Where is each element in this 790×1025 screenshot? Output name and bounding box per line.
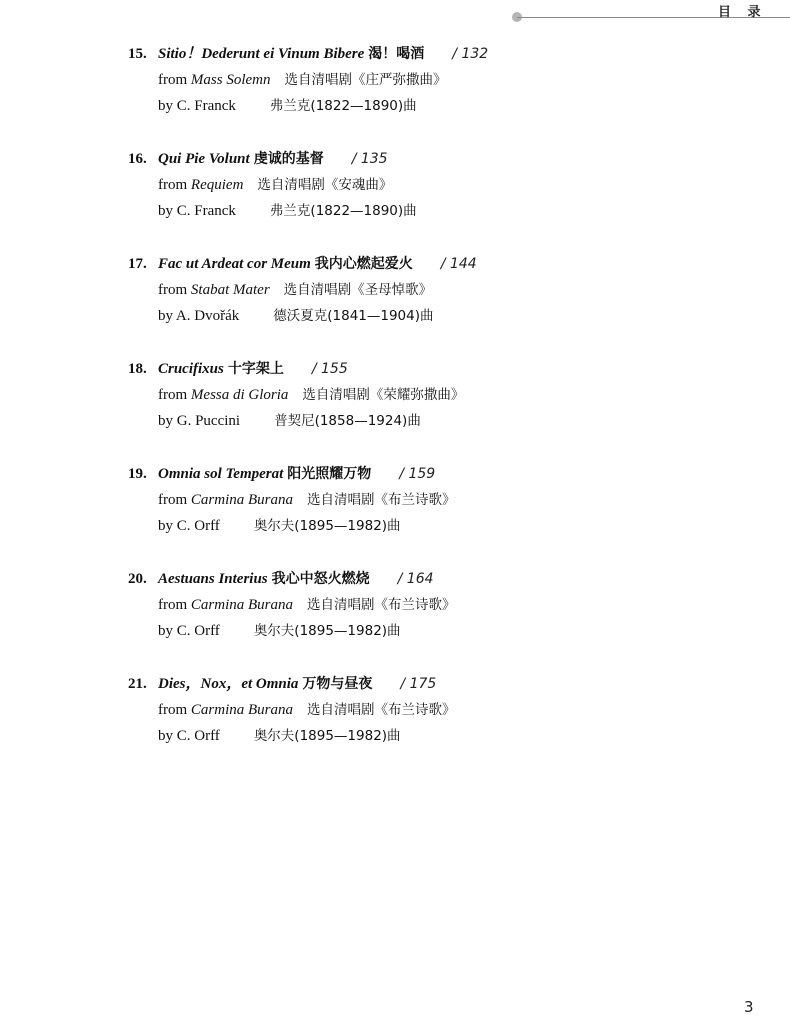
entry-chinese-title: 十字架上 — [227, 361, 284, 377]
composer-chinese: 奥尔夫(1895—1982)曲 — [253, 518, 401, 534]
entry-page-ref: / 132 — [452, 46, 489, 62]
source-work: Carmina Burana — [190, 492, 294, 508]
composer-chinese: 奥尔夫(1895—1982)曲 — [253, 728, 401, 744]
entry-latin-title: Omnia sol Temperat — [158, 466, 284, 482]
entry-page-ref: / 155 — [311, 361, 348, 377]
composer-chinese: 德沃夏克(1841—1904)曲 — [273, 308, 434, 324]
from-prefix: from — [158, 72, 188, 88]
entry-composer-line — [128, 96, 748, 122]
entry-title-line[interactable] — [128, 149, 748, 175]
entry-chinese-title: 我心中怒火燃烧 — [271, 571, 370, 587]
entry-latin-title: Dies，Nox，et Omnia — [158, 676, 299, 692]
composer: by C. Franck — [158, 203, 236, 219]
entry-composer-line — [128, 726, 748, 752]
entry-chinese-title: 阳光照耀万物 — [287, 466, 372, 482]
composer-chinese: 弗兰克(1822—1890)曲 — [269, 203, 417, 219]
entry-title-line[interactable] — [128, 44, 748, 70]
entry-title-line[interactable] — [128, 464, 748, 490]
from-prefix: from — [158, 702, 188, 718]
composer: by C. Orff — [158, 518, 220, 534]
entry-latin-title: Fac ut Ardeat cor Meum — [158, 256, 311, 272]
entry-title-line[interactable] — [128, 254, 748, 280]
entry-composer-line — [128, 411, 748, 437]
entry-source-line — [128, 595, 748, 621]
entry-title-line[interactable] — [128, 674, 748, 700]
entry-page-ref: / 135 — [351, 151, 388, 167]
from-prefix: from — [158, 177, 188, 193]
entry-latin-title: Qui Pie Volunt — [158, 151, 250, 167]
entry-latin-title: Aestuans Interius — [158, 571, 268, 587]
source-work-chinese: 选自清唱剧《布兰诗歌》 — [307, 702, 456, 718]
from-prefix: from — [158, 492, 188, 508]
toc-entry-19 — [128, 464, 748, 569]
entry-chinese-title: 渴！喝酒 — [368, 46, 425, 62]
entry-number: 19. — [128, 466, 147, 482]
source-work: Mass Solemn — [190, 72, 271, 88]
source-work-chinese: 选自清唱剧《布兰诗歌》 — [307, 597, 456, 613]
entry-page-ref: / 159 — [399, 466, 436, 482]
toc-entry-18 — [128, 359, 748, 464]
source-work: Carmina Burana — [190, 597, 294, 613]
entry-latin-title: Sitio！Dederunt ei Vinum Bibere — [158, 46, 365, 62]
running-header-title: 目 录 — [718, 5, 767, 20]
toc-entry-15 — [128, 44, 748, 149]
entry-source-line — [128, 280, 748, 306]
entry-title-line[interactable] — [128, 359, 748, 385]
from-prefix: from — [158, 282, 188, 298]
entry-source-line — [128, 70, 748, 96]
source-work-chinese: 选自清唱剧《庄严弥撒曲》 — [284, 72, 447, 88]
entry-number: 20. — [128, 571, 147, 587]
entry-chinese-title: 我内心燃起爱火 — [314, 256, 413, 272]
entry-source-line — [128, 175, 748, 201]
composer: by C. Orff — [158, 728, 220, 744]
entry-chinese-title: 虔诚的基督 — [253, 151, 324, 167]
entry-page-ref: / 144 — [440, 256, 477, 272]
entry-number: 16. — [128, 151, 147, 167]
toc-entry-16 — [128, 149, 748, 254]
entry-source-line — [128, 490, 748, 516]
composer: by G. Puccini — [158, 413, 241, 429]
entry-title-line[interactable] — [128, 569, 748, 595]
toc-entry-20 — [128, 569, 748, 674]
entry-composer-line — [128, 201, 748, 227]
entry-number: 17. — [128, 256, 147, 272]
source-work-chinese: 选自清唱剧《荣耀弥撒曲》 — [302, 387, 465, 403]
toc-entry-17 — [128, 254, 748, 359]
entry-chinese-title: 万物与昼夜 — [302, 676, 373, 692]
composer: by C. Franck — [158, 98, 236, 114]
source-work-chinese: 选自清唱剧《安魂曲》 — [257, 177, 393, 193]
entry-number: 15. — [128, 46, 147, 62]
source-work: Messa di Gloria — [190, 387, 289, 403]
entry-composer-line — [128, 306, 748, 332]
page-number: 3 — [744, 998, 754, 1016]
entry-source-line — [128, 700, 748, 726]
entry-latin-title: Crucifixus — [158, 361, 224, 377]
composer: by A. Dvořák — [158, 308, 240, 324]
entry-page-ref: / 175 — [400, 676, 437, 692]
composer: by C. Orff — [158, 623, 220, 639]
entry-source-line — [128, 385, 748, 411]
entry-number: 18. — [128, 361, 147, 377]
composer-chinese: 弗兰克(1822—1890)曲 — [269, 98, 417, 114]
entry-composer-line — [128, 516, 748, 542]
from-prefix: from — [158, 387, 188, 403]
entry-page-ref: / 164 — [397, 571, 434, 587]
composer-chinese: 奥尔夫(1895—1982)曲 — [253, 623, 401, 639]
toc-entry-21 — [128, 674, 748, 779]
entry-composer-line — [128, 621, 748, 647]
source-work: Stabat Mater — [190, 282, 270, 298]
source-work: Carmina Burana — [190, 702, 294, 718]
composer-chinese: 普契尼(1858—1924)曲 — [274, 413, 421, 429]
entry-number: 21. — [128, 676, 147, 692]
source-work-chinese: 选自清唱剧《圣母悼歌》 — [283, 282, 433, 298]
from-prefix: from — [158, 597, 188, 613]
source-work: Requiem — [190, 177, 244, 193]
source-work-chinese: 选自清唱剧《布兰诗歌》 — [307, 492, 456, 508]
table-of-contents — [128, 44, 748, 779]
